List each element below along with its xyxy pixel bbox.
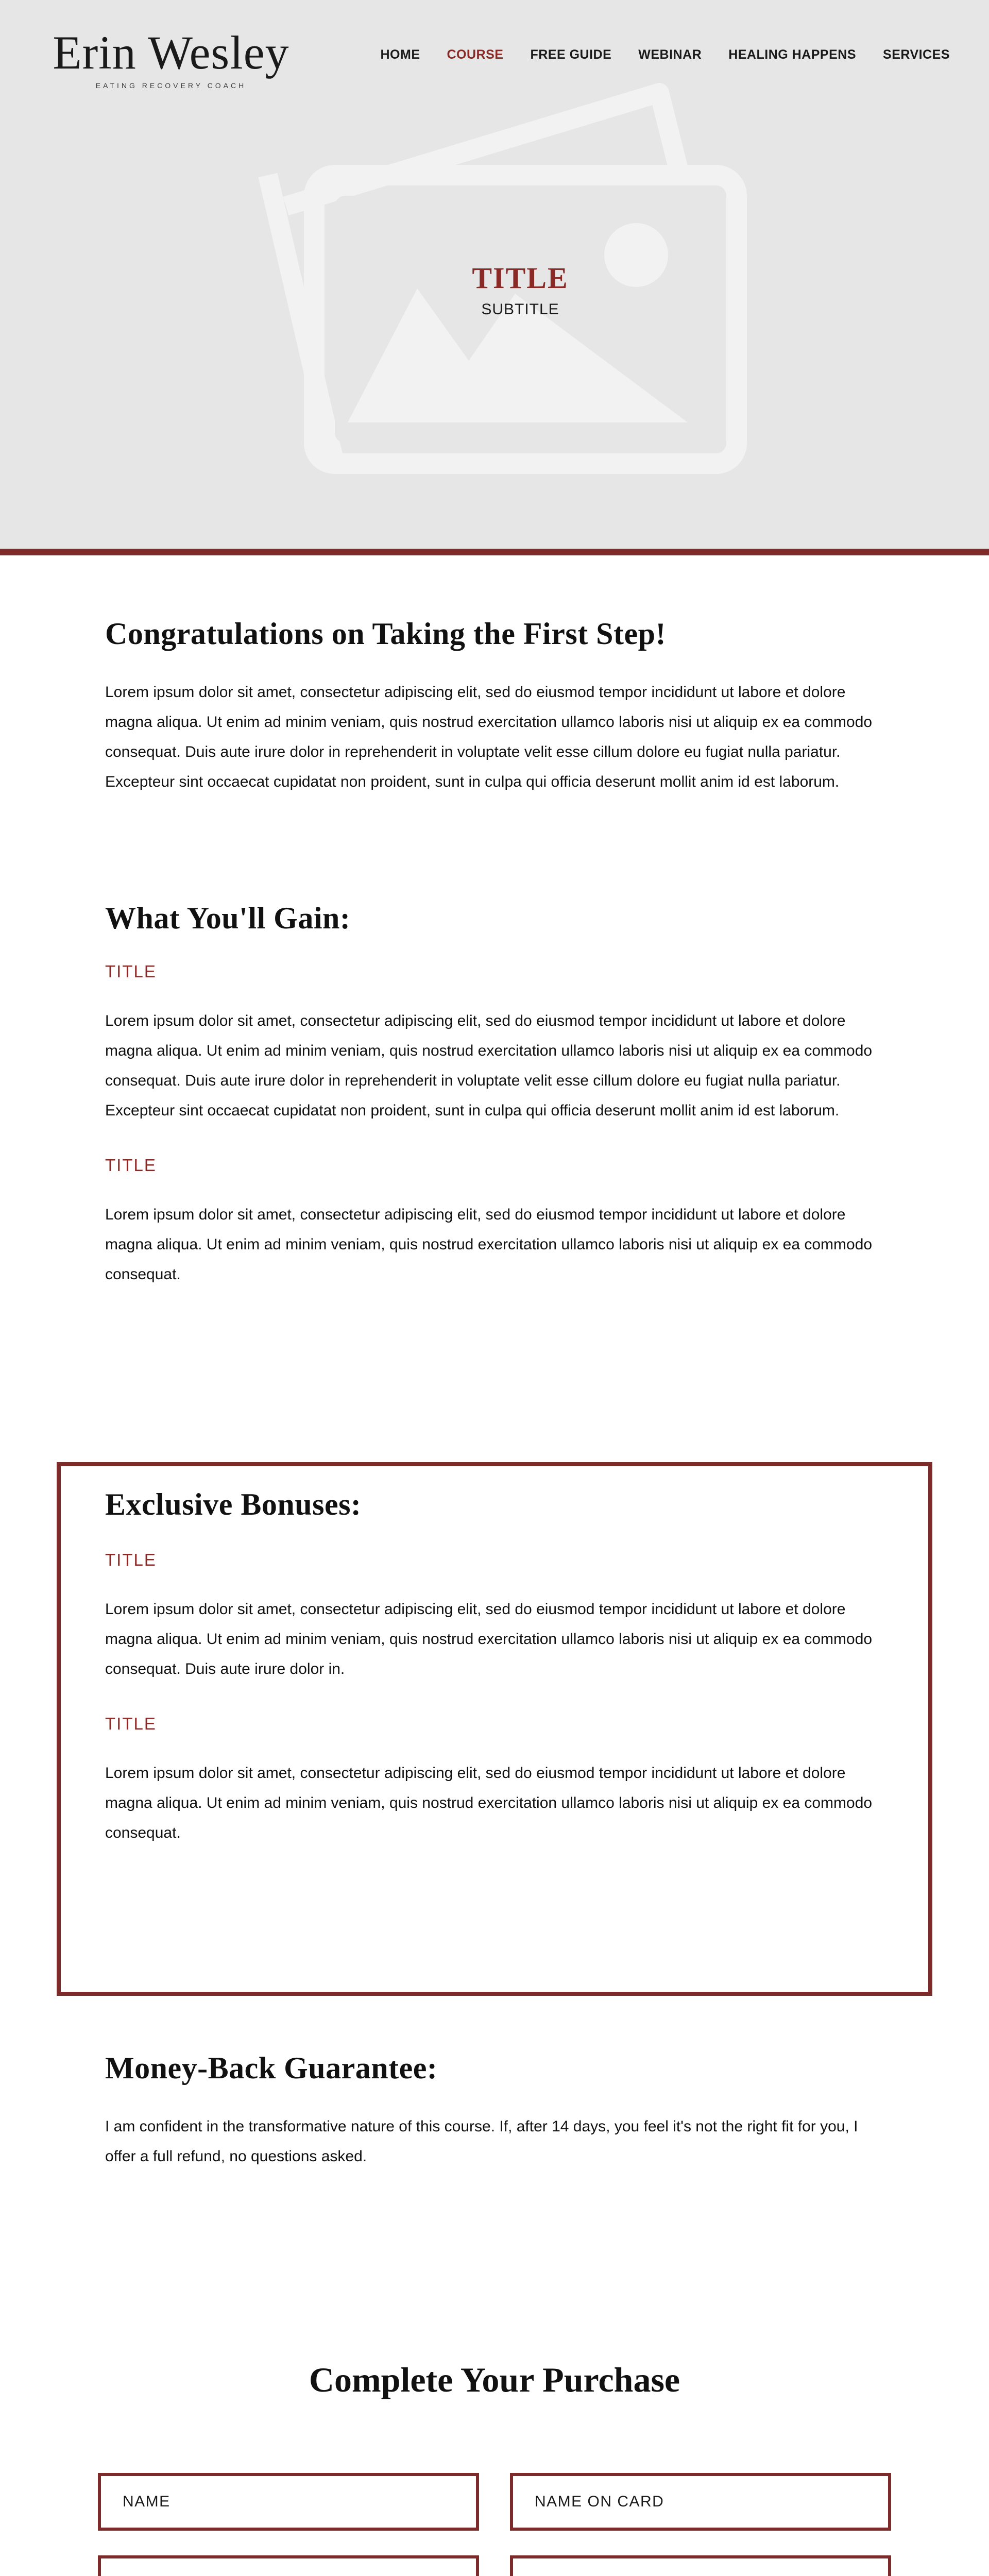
- name-on-card-field[interactable]: [510, 2473, 891, 2531]
- gain-item-title: TITLE: [105, 1156, 157, 1175]
- purchase-heading: Complete Your Purchase: [309, 2360, 680, 2399]
- gain-section: [105, 901, 888, 1290]
- nav-free-guide[interactable]: FREE GUIDE: [530, 47, 612, 62]
- guarantee-heading: Money-Back Guarantee:: [105, 2051, 438, 2085]
- gain-item-title: TITLE: [105, 962, 157, 981]
- email-field[interactable]: [98, 2555, 479, 2576]
- bonuses-section: [105, 1487, 888, 1848]
- congrats-heading: Congratulations on Taking the First Step!: [105, 617, 667, 651]
- nav-services[interactable]: SERVICES: [883, 47, 950, 62]
- logo-name: Erin Wesley: [53, 26, 289, 79]
- bonus-item-body: Lorem ipsum dolor sit amet, consectetur adipiscing elit, sed do eiusmod tempor incididunt ut labore et dolore magna aliqua. Ut enim ad minim veniam, quis nostrud exercitation ullamco laboris nisi ut aliquip ex ea commodo consequat.: [105, 1765, 873, 1841]
- main-nav: [354, 47, 950, 62]
- nav-home[interactable]: HOME: [380, 47, 420, 62]
- nav-course[interactable]: COURSE: [447, 47, 504, 62]
- hero-title: TITLE: [472, 261, 569, 295]
- congrats-body: Lorem ipsum dolor sit amet, consectetur adipiscing elit, sed do eiusmod tempor incididunt ut labore et dolore magna aliqua. Ut enim ad minim veniam, quis nostrud exercitation ullamco laboris nisi ut aliquip ex ea commodo consequat. Duis aute irure dolor in reprehenderit in voluptate velit esse cillum dolore eu fugiat nulla pariatur. Excepteur sint occaecat cupidatat non proident, sunt in culpa qui officia deserunt mollit anim id est laborum.: [105, 684, 873, 790]
- bonus-item-body: Lorem ipsum dolor sit amet, consectetur adipiscing elit, sed do eiusmod tempor incididunt ut labore et dolore magna aliqua. Ut enim ad minim veniam, quis nostrud exercitation ullamco laboris nisi ut aliquip ex ea commodo consequat. Duis aute irure dolor in.: [105, 1601, 873, 1677]
- hero-subtitle: SUBTITLE: [481, 301, 559, 318]
- congrats-section: [105, 616, 888, 797]
- guarantee-body: I am confident in the transformative nature of this course. If, after 14 days, you feel it's not the right fit for you, I offer a full refund, no questions asked.: [105, 2118, 858, 2165]
- bonus-item-title: TITLE: [105, 1714, 157, 1733]
- name-field[interactable]: [98, 2473, 479, 2531]
- gain-heading: What You'll Gain:: [105, 901, 351, 935]
- hero-divider: [0, 549, 989, 555]
- bonus-item-title: TITLE: [105, 1550, 157, 1569]
- logo-tagline: EATING RECOVERY COACH: [95, 81, 247, 90]
- nav-healing-happens[interactable]: HEALING HAPPENS: [728, 47, 857, 62]
- guarantee-section: [105, 2050, 888, 2172]
- card-number-field[interactable]: [510, 2555, 891, 2576]
- gain-item-body: Lorem ipsum dolor sit amet, consectetur adipiscing elit, sed do eiusmod tempor incididunt ut labore et dolore magna aliqua. Ut enim ad minim veniam, quis nostrud exercitation ullamco laboris nisi ut aliquip ex ea commodo consequat. Duis aute irure dolor in reprehenderit in voluptate velit esse cillum dolore eu fugiat nulla pariatur. Excepteur sint occaecat cupidatat non proident, sunt in culpa qui officia deserunt mollit anim id est laborum.: [105, 1012, 873, 1119]
- nav-webinar[interactable]: WEBINAR: [638, 47, 702, 62]
- gain-item-body: Lorem ipsum dolor sit amet, consectetur adipiscing elit, sed do eiusmod tempor incididunt ut labore et dolore magna aliqua. Ut enim ad minim veniam, quis nostrud exercitation ullamco laboris nisi ut aliquip ex ea commodo consequat.: [105, 1206, 873, 1283]
- bonuses-heading: Exclusive Bonuses:: [105, 1487, 362, 1521]
- name-field-placeholder: NAME: [123, 2493, 170, 2510]
- name-on-card-placeholder: NAME ON CARD: [535, 2493, 664, 2510]
